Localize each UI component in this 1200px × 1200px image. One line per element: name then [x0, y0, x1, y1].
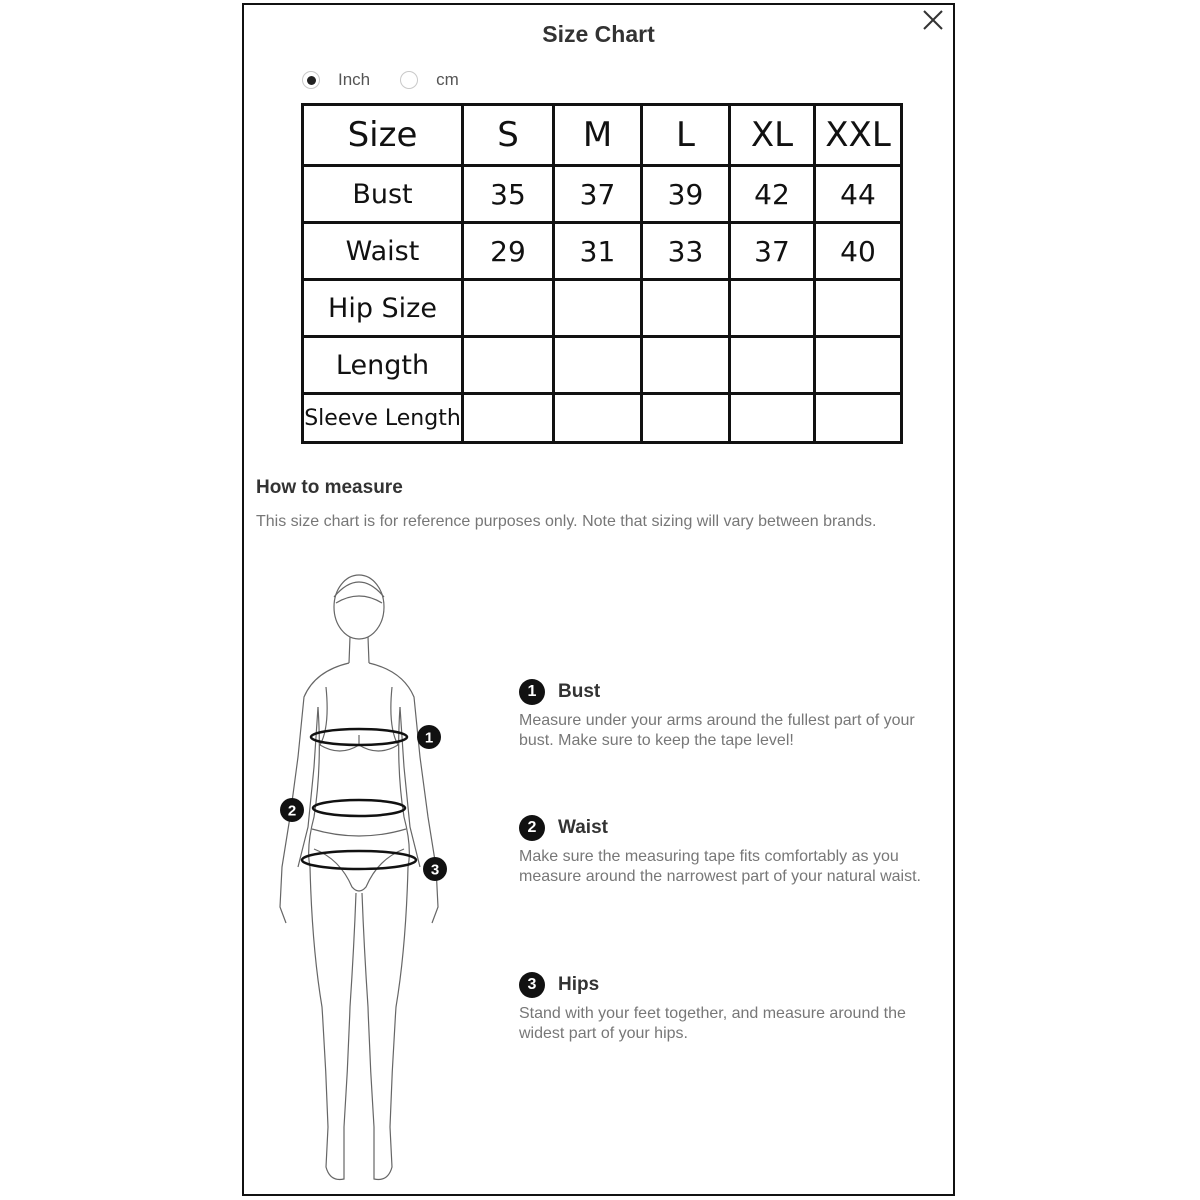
table-cell: 29 — [463, 223, 554, 280]
table-cell — [642, 280, 730, 337]
body-figure-illustration — [270, 567, 470, 1197]
table-cell: 31 — [554, 223, 642, 280]
marker-1 — [417, 725, 441, 749]
table-cell: 40 — [815, 223, 902, 280]
table-cell — [730, 280, 815, 337]
table-cell — [815, 394, 902, 443]
step-number-badge: 3 — [519, 972, 545, 998]
step-description: Stand with your feet together, and measure around the widest part of your hips. — [519, 1005, 906, 1042]
size-table — [301, 103, 903, 444]
row-label: Length — [303, 337, 463, 394]
svg-text:1: 1 — [424, 729, 434, 747]
size-chart-modal — [242, 3, 955, 1196]
table-cell: 37 — [730, 223, 815, 280]
unit-label-cm: cm — [436, 70, 459, 89]
table-cell: 33 — [642, 223, 730, 280]
table-cell: 35 — [463, 166, 554, 223]
row-label: Hip Size — [303, 280, 463, 337]
table-cell — [642, 337, 730, 394]
step-title: Hips — [558, 974, 600, 995]
header-cell: XL — [730, 105, 815, 166]
step-number-badge: 1 — [519, 679, 545, 705]
table-cell — [815, 337, 902, 394]
svg-text:2: 2 — [287, 802, 297, 820]
unit-selector — [302, 68, 489, 92]
unit-radio-cm[interactable] — [400, 70, 459, 90]
table-cell: 37 — [554, 166, 642, 223]
table-cell — [554, 280, 642, 337]
table-cell: 42 — [730, 166, 815, 223]
how-to-measure-title: How to measure — [256, 477, 403, 498]
table-cell: 44 — [815, 166, 902, 223]
table-cell — [730, 394, 815, 443]
step-heading — [519, 815, 939, 841]
marker-3 — [423, 857, 447, 881]
table-row — [303, 337, 902, 394]
table-cell — [730, 337, 815, 394]
measure-step-bust — [519, 679, 939, 751]
table-row — [303, 166, 902, 223]
table-cell — [815, 280, 902, 337]
header-cell: XXL — [815, 105, 902, 166]
table-cell — [642, 394, 730, 443]
reference-note: This size chart is for reference purposes only. Note that sizing will vary between brands. — [256, 513, 877, 530]
measure-step-waist — [519, 815, 939, 887]
table-cell — [463, 394, 554, 443]
step-description: Measure under your arms around the fullest part of your bust. Make sure to keep the tape level! — [519, 712, 915, 749]
step-description: Make sure the measuring tape fits comfortably as you measure around the narrowest part of your natural waist. — [519, 848, 921, 885]
row-label: Sleeve Length — [303, 394, 463, 443]
row-label: Waist — [303, 223, 463, 280]
row-label: Bust — [303, 166, 463, 223]
header-cell: M — [554, 105, 642, 166]
step-heading — [519, 679, 939, 705]
radio-button[interactable] — [302, 71, 320, 89]
header-cell: L — [642, 105, 730, 166]
table-cell — [554, 337, 642, 394]
table-header-row — [303, 105, 902, 166]
close-button[interactable] — [920, 7, 946, 33]
step-title: Waist — [558, 817, 608, 838]
header-cell: S — [463, 105, 554, 166]
table-row — [303, 280, 902, 337]
modal-title: Size Chart — [542, 21, 655, 47]
radio-button[interactable] — [400, 71, 418, 89]
radio-selected-dot — [307, 76, 316, 85]
measure-step-hips — [519, 972, 939, 1044]
table-cell — [554, 394, 642, 443]
step-number-badge: 2 — [519, 815, 545, 841]
table-cell: 39 — [642, 166, 730, 223]
close-icon — [920, 7, 946, 33]
table-cell — [463, 337, 554, 394]
svg-text:3: 3 — [430, 861, 440, 879]
table-row — [303, 223, 902, 280]
header-cell: Size — [303, 105, 463, 166]
step-heading — [519, 972, 939, 998]
unit-label-inch: Inch — [338, 70, 371, 89]
table-row — [303, 394, 902, 443]
table-cell — [463, 280, 554, 337]
step-title: Bust — [558, 681, 601, 702]
marker-2 — [280, 798, 304, 822]
unit-radio-inch[interactable] — [302, 70, 370, 90]
